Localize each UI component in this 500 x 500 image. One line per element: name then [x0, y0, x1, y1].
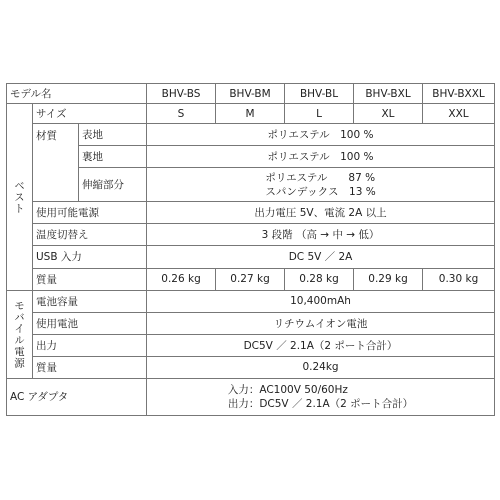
lining-row — [7, 146, 495, 168]
adapter-input: 入力：AC100V 50/60Hz — [227, 383, 348, 396]
adapter-output: 出力：DC5V ／ 2.1A（2 ポート合計） — [227, 397, 414, 410]
vest-group-label: ベスト — [7, 104, 33, 291]
model-name-label: モデル名 — [7, 84, 147, 104]
model-bxl: BHV-BXL — [354, 84, 423, 104]
temp-switch-value: 3 段階 （高 → 中 → 低） — [147, 224, 495, 246]
model-bxxl: BHV-BXXL — [423, 84, 495, 104]
output-row — [7, 334, 495, 356]
model-bs: BHV-BS — [147, 84, 216, 104]
outer-value: ポリエステル 100 % — [147, 124, 495, 146]
weight-bxl: 0.29 kg — [354, 268, 423, 290]
stretch-row — [7, 168, 495, 202]
model-bl: BHV-BL — [285, 84, 354, 104]
size-xxl: XXL — [423, 104, 495, 124]
cell-row — [7, 312, 495, 334]
stretch-line-2: スパンデックス 13 % — [265, 185, 376, 198]
weight-bs: 0.26 kg — [147, 268, 216, 290]
weight-bm: 0.27 kg — [216, 268, 285, 290]
power-source-label: 使用可能電源 — [33, 202, 147, 224]
outer-label: 表地 — [79, 124, 147, 146]
model-bm: BHV-BM — [216, 84, 285, 104]
weight-bxxl: 0.30 kg — [423, 268, 495, 290]
size-label: サイズ — [33, 104, 147, 124]
vest-weight-label: 質量 — [33, 268, 147, 290]
size-s: S — [147, 104, 216, 124]
battery-weight-row — [7, 356, 495, 378]
capacity-label: 電池容量 — [33, 290, 147, 312]
power-source-value: 出力電圧 5V、電流 2A 以上 — [147, 202, 495, 224]
adapter-label: AC アダプタ — [7, 378, 147, 415]
usb-input-label: USB 入力 — [33, 246, 147, 268]
size-xl: XL — [354, 104, 423, 124]
adapter-value — [147, 378, 495, 415]
battery-group-label: モバイル電源 — [7, 290, 33, 378]
size-m: M — [216, 104, 285, 124]
material-label: 材質 — [33, 124, 79, 202]
adapter-row — [7, 378, 495, 415]
spec-table — [6, 83, 495, 416]
cell-value: リチウムイオン電池 — [147, 312, 495, 334]
vest-weight-row — [7, 268, 495, 290]
temp-switch-row — [7, 224, 495, 246]
capacity-value: 10,400mAh — [147, 290, 495, 312]
output-value: DC5V ／ 2.1A（2 ポート合計） — [147, 334, 495, 356]
output-label: 出力 — [33, 334, 147, 356]
header-row — [7, 84, 495, 104]
battery-weight-label: 質量 — [33, 356, 147, 378]
stretch-line-1: ポリエステル 87 % — [265, 171, 376, 184]
battery-weight-value: 0.24kg — [147, 356, 495, 378]
outer-material-row — [7, 124, 495, 146]
size-l: L — [285, 104, 354, 124]
lining-value: ポリエステル 100 % — [147, 146, 495, 168]
lining-label: 裏地 — [79, 146, 147, 168]
size-row — [7, 104, 495, 124]
temp-switch-label: 温度切替え — [33, 224, 147, 246]
power-source-row — [7, 202, 495, 224]
capacity-row — [7, 290, 495, 312]
stretch-label: 伸縮部分 — [79, 168, 147, 202]
usb-input-row — [7, 246, 495, 268]
weight-bl: 0.28 kg — [285, 268, 354, 290]
usb-input-value: DC 5V ／ 2A — [147, 246, 495, 268]
stretch-value — [147, 168, 495, 202]
cell-label: 使用電池 — [33, 312, 147, 334]
